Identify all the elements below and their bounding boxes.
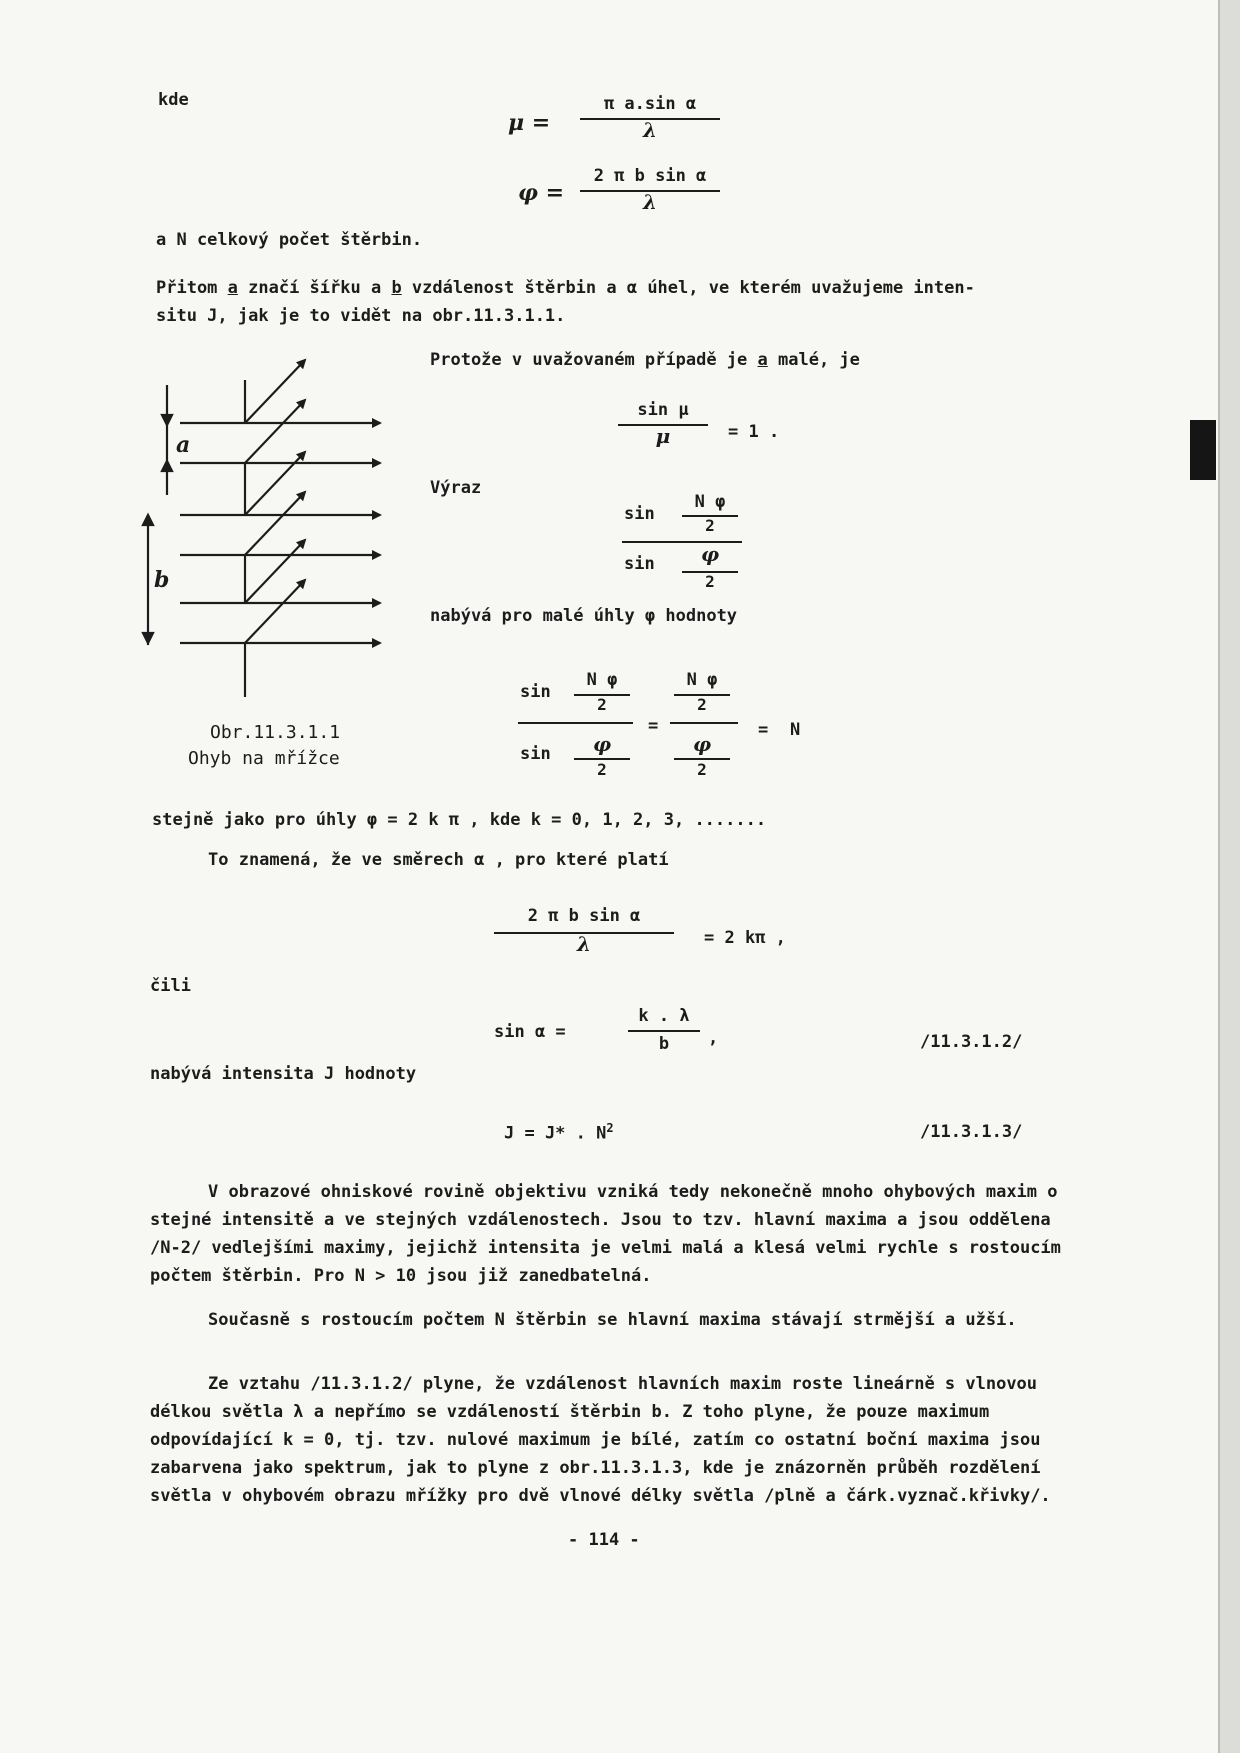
mu-lhs: μ =: [508, 110, 551, 136]
ratio-bottom-num: φ: [700, 542, 720, 566]
diffracted-ray: [245, 580, 305, 643]
page-number: - 114 -: [568, 1530, 640, 1550]
limit-d-num: φ: [692, 732, 712, 756]
text-underlined-b: b: [391, 278, 402, 298]
sinmu-rhs: = 1 .: [728, 422, 780, 442]
limit-main-bar-left: [518, 722, 633, 724]
limit-b-den: 2: [597, 760, 607, 779]
paragraph-steeper: Současně s rostoucím počtem N štěrbin se hlavní maxima stávají strmější a užší.: [208, 1310, 1017, 1330]
ratio-top-den: 2: [705, 516, 715, 535]
limit-main-bar-right: [670, 722, 738, 724]
page-edge: [1218, 0, 1240, 1753]
text-underlined-a: a: [757, 350, 768, 370]
text-vyraz: Výraz: [430, 478, 482, 498]
text-nabyva: nabývá pro malé úhly φ hodnoty: [430, 606, 738, 626]
ratio-top-num: N φ: [694, 492, 726, 512]
limit-a-den: 2: [597, 695, 607, 714]
ratio-main-bar: [622, 541, 742, 543]
eq113-label: /11.3.1.3/: [920, 1122, 1023, 1142]
text-seg: Protože v uvažovaném případě je: [430, 350, 758, 370]
limit-sin-top: sin: [520, 682, 551, 702]
diffracted-ray: [245, 492, 305, 555]
limit-equals-1: =: [648, 716, 659, 736]
figure-label-b: b: [154, 567, 170, 593]
phi-lhs: φ =: [518, 180, 564, 206]
diffracted-ray: [245, 540, 305, 603]
text-seg: malé, je: [767, 350, 860, 370]
diffracted-ray: [245, 452, 305, 515]
text-to-znamena: To znamená, že ve směrech α , pro které platí: [208, 850, 669, 870]
eq112-fraction-bar: [628, 1030, 700, 1032]
eq113-expression: J = J* . N: [504, 1123, 607, 1144]
text-stejne: stejně jako pro úhly φ = 2 k π , kde k = 0, 1, 2, 3, .......: [152, 810, 767, 830]
diffracted-ray: [245, 360, 305, 423]
eq112-numerator: k . λ: [638, 1006, 690, 1026]
eq112-denominator: b: [658, 1034, 670, 1054]
limit-sin-bottom: sin: [520, 744, 551, 764]
mu-numerator: π a.sin α: [603, 94, 697, 114]
text-line-situ: situ J, jak je to vidět na obr.11.3.1.1.: [156, 306, 566, 326]
paragraph-maxima: V obrazové ohniskové rovině objektivu vzniká tedy nekonečně mnoho ohybových maxim o stejné intensitě a ve stejných vzdálenostech. Jsou to tzv. hlavní maxima a jsou oddělena /N-2/ vedlejšími maximy, jejichž intensita je velmi malá a klesá velmi rychle s rostoucím počtem štěrbin. Pro N > 10 jsou již zanedbatelná.: [150, 1182, 1061, 1286]
grating-diagram: [140, 355, 400, 700]
limit-rhs: N: [790, 720, 801, 740]
mu-denominator: λ: [642, 118, 658, 142]
ratio-sin-bottom: sin: [624, 554, 655, 574]
text-cili: čili: [150, 976, 191, 996]
figure-label-a: a: [176, 432, 191, 458]
text-line-pritom: [156, 280, 975, 297]
cond-rhs: = 2 kπ ,: [704, 928, 786, 948]
ratio-sin-top: sin: [624, 504, 655, 524]
ratio-bottom-den: 2: [705, 572, 715, 591]
eq112-label: /11.3.1.2/: [920, 1032, 1023, 1052]
dimension-b-arrow: [143, 633, 153, 643]
limit-a-num: N φ: [586, 670, 618, 690]
binder-tab-mark: [1190, 420, 1216, 480]
limit-c-den: 2: [697, 695, 707, 714]
figure-caption-title: Ohyb na mřížce: [188, 748, 340, 769]
eq113-exponent: 2: [606, 1121, 614, 1135]
figure-caption-number: Obr.11.3.1.1: [210, 722, 341, 743]
text-seg: vzdálenost štěrbin a α úhel, ve kterém uvažujeme inten-: [401, 278, 975, 298]
sinmu-denominator: μ: [655, 424, 671, 448]
dimension-a-arrow: [162, 461, 172, 471]
eq112-comma: ,: [708, 1028, 719, 1048]
dimension-a-arrow: [162, 415, 172, 425]
text-seg: značí šířku a: [237, 278, 392, 298]
limit-d-den: 2: [697, 760, 707, 779]
limit-c-num: N φ: [686, 670, 718, 690]
cond-numerator: 2 π b sin α: [527, 906, 641, 926]
dimension-b-arrow: [143, 515, 153, 525]
phi-denominator: λ: [642, 190, 658, 214]
diffracted-ray: [245, 400, 305, 463]
kde-label: kde: [158, 90, 189, 110]
text-line-slits: a N celkový počet štěrbin.: [156, 230, 423, 250]
eq113-lhs: [504, 1122, 614, 1143]
paragraph-spectrum: Ze vztahu /11.3.1.2/ plyne, že vzdálenost hlavních maxim roste lineárně s vlnovou délkou světla λ a nepřímo se vzdáleností štěrbin b. Z toho plyne, že pouze maximum odpovídající k = 0, tj. tzv. nulové maximum je bílé, zatím co ostatní boční maxima jsou zabarvena jako spektrum, jak to plyne z obr.11.3.1.3, kde je znázorněn průběh rozdělení světla v ohybovém obrazu mřížky pro dvě vlnové délky světla /plně a čárk.vyznač.křivky/.: [150, 1374, 1051, 1506]
limit-b-num: φ: [592, 732, 612, 756]
text-seg: Přitom: [156, 278, 228, 298]
eq112-lhs: sin α =: [494, 1022, 566, 1042]
text-underlined-a: a: [227, 278, 238, 298]
phi-numerator: 2 π b sin α: [593, 166, 707, 186]
sinmu-numerator: sin μ: [637, 400, 689, 420]
text-nabyva-intensita: nabývá intensita J hodnoty: [150, 1064, 417, 1084]
text-protoze: [430, 352, 860, 369]
limit-equals-2: =: [758, 720, 769, 740]
cond-denominator: λ: [576, 932, 592, 956]
